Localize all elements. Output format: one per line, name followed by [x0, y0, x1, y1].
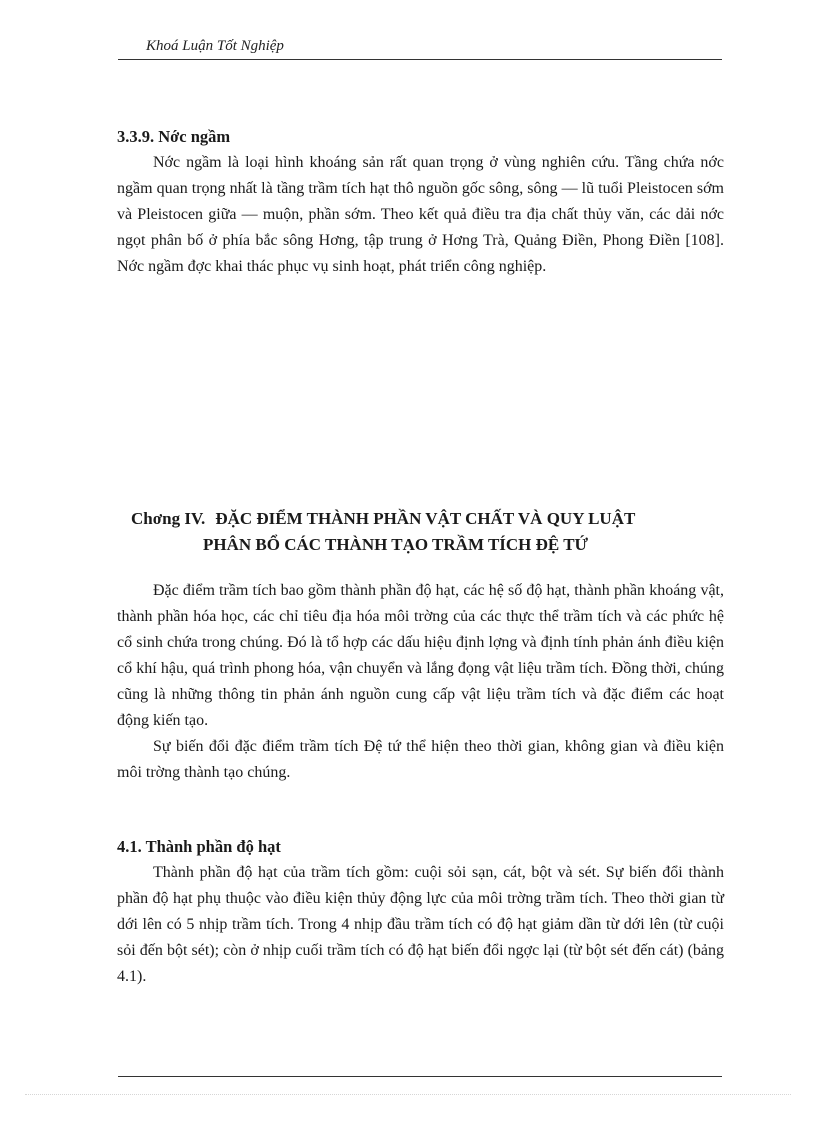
section-4-1 [117, 834, 724, 990]
chapter-title [117, 506, 724, 558]
paragraph-grain-size: Thành phần độ hạt của trầm tích gồm: cuội sỏi sạn, cát, bột và sét. Sự biến đổi thành phần độ hạt phụ thuộc vào điều kiện thủy động lực của môi trờng trầm tích. Theo thời gian từ dới lên có 5 nhịp trầm tích. Trong 4 nhịp đầu trầm tích có độ hạt giảm dần từ dới lên (từ cuội sỏi đến bột sét); còn ở nhịp cuối trầm tích có độ hạt biến đổi ngợc lại (từ bột sét đến cát) (bảng 4.1). [117, 864, 724, 985]
running-header: Khoá Luận Tốt Nghiệp [146, 38, 284, 54]
paragraph-intro-2: Sự biến đổi đặc điểm trầm tích Đệ tứ thể hiện theo thời gian, không gian và điều kiện môi trờng thành tạo chúng. [117, 738, 724, 781]
section-heading-3-3-9: 3.3.9. Nớc ngầm [117, 127, 231, 146]
chapter-intro [117, 578, 724, 786]
header-rule [118, 59, 722, 60]
page-edge-dotted-line [25, 1094, 791, 1095]
footer-rule [118, 1076, 722, 1077]
paragraph-groundwater: Nớc ngầm là loại hình khoáng sản rất quan trọng ở vùng nghiên cứu. Tầng chứa nớc ngầm quan trọng nhất là tầng trầm tích hạt thô nguồn gốc sông, sông — lũ tuổi Pleistocen sớm và Pleistocen giữa — muộn, phần sớm. Theo kết quả điều tra địa chất thủy văn, các dải nớc ngọt phân bố ở phía bắc sông Hơng, tập trung ở Hơng Trà, Quảng Điền, Phong Điền [108]. Nớc ngầm đợc khai thác phục vụ sinh hoạt, phát triển công nghiệp. [117, 154, 724, 275]
chapter-title-line2: PHÂN BỔ CÁC THÀNH TẠO TRẦM TÍCH ĐỆ TỨ [203, 535, 589, 554]
section-3-3-9 [117, 124, 724, 280]
paragraph-intro-1: Đặc điểm trầm tích bao gồm thành phần độ hạt, các hệ số độ hạt, thành phần khoáng vật, thành phần hóa học, các chỉ tiêu địa hóa môi trờng của các thực thể trầm tích và các phức hệ cổ sinh chứa trong chúng. Đó là tổ hợp các dấu hiệu định lợng và định tính phản ánh điều kiện cổ khí hậu, quá trình phong hóa, vận chuyển và lắng đọng vật liệu trầm tích. Đồng thời, chúng cũng là những thông tin phản ánh nguồn cung cấp vật liệu trầm tích và đặc điểm các hoạt động kiến tạo. [117, 582, 724, 729]
chapter-label: Chơng IV. [131, 509, 206, 528]
section-heading-4-1: 4.1. Thành phần độ hạt [117, 837, 281, 856]
chapter-title-line1: ĐẶC ĐIỂM THÀNH PHẦN VẬT CHẤT VÀ QUY LUẬT [215, 509, 636, 528]
